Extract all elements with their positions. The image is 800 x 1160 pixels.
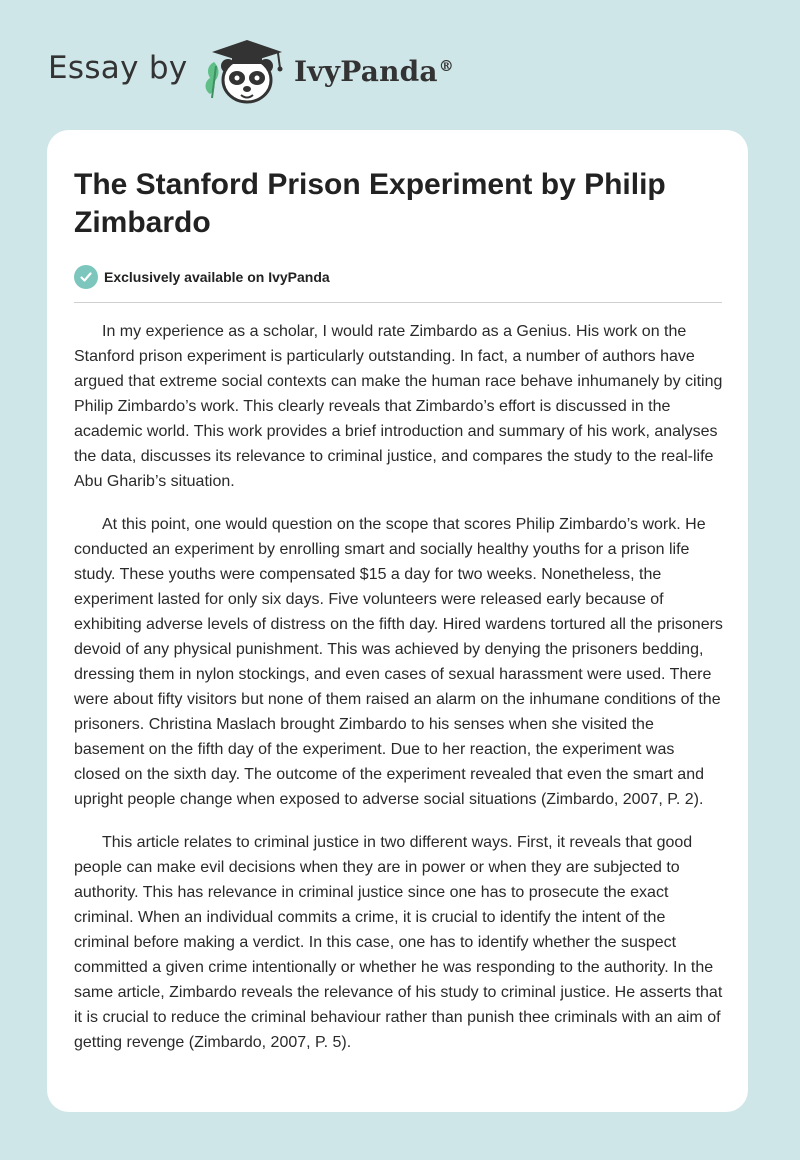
leaf-icon: [206, 62, 219, 98]
check-circle-icon: [74, 265, 98, 289]
panda-graduation-cap-icon: [200, 36, 292, 108]
exclusive-label: Exclusively available on IvyPanda: [104, 269, 330, 285]
paragraph: At this point, one would question on the scope that scores Philip Zimbardo’s work. He conducted an experiment by enrolling smart and socially healthy youths for a prison life study. These youths were compensated $15 a day for two weeks. Nonetheless, the experiment lasted for only six days. Five volunteers were released early because of exhibiting adverse levels of distress on the fifth day. Hired wardens tortured all the prisoners devoid of any physical punishment. This was achieved by denying the prisoners bedding, dressing them in nylon stockings, and even cases of sexual harassment were used. There were about fifty visitors but none of them raised an alarm on the inhumane conditions of the prisoners. Christina Maslach brought Zimbardo to his senses when she visited the basement on the fifth day of the experiment. Due to her reaction, the experiment was closed on the sixth day. The outcome of the experiment revealed that even the smart and upright people change when exposed to adverse social situations (Zimbardo, 2007, P. 2).: [74, 516, 723, 808]
site-header: [0, 0, 800, 120]
essay-by-label: Essay by: [48, 50, 188, 86]
registered-mark: ®: [438, 56, 454, 75]
panda-logo-icon[interactable]: [200, 36, 292, 108]
brand-text: IvyPanda: [294, 55, 438, 88]
article-card: [47, 130, 748, 1112]
article-title: The Stanford Prison Experiment by Philip Zimbardo: [74, 168, 666, 239]
exclusive-badge: [74, 264, 330, 290]
article-body: [74, 319, 724, 1073]
paragraph: In my experience as a scholar, I would rate Zimbardo as a Genius. His work on the Stanford prison experiment is particularly outstanding. In fact, a number of authors have argued that extreme social contexts can make the human race behave inhumanely by citing Philip Zimbardo’s work. This clearly reveals that Zimbardo’s effort is discussed in the academic world. This work provides a brief introduction and summary of his work, analyses the data, discusses its relevance to criminal justice, and compares the study to the real-life Abu Gharib’s situation.: [74, 323, 723, 490]
brand-name[interactable]: [294, 55, 454, 88]
divider: [74, 302, 722, 303]
paragraph: This article relates to criminal justice in two different ways. First, it reveals that good people can make evil decisions when they are in power or when they are subjected to authority. This has relevance in criminal justice since one has to prosecute the exact criminal. When an individual commits a crime, it is crucial to identify the intent of the criminal before making a verdict. In this case, one has to identify whether the suspect committed a given crime intentionally or whether he was responding to the authority. In the same article, Zimbardo reveals the relevance of his study to criminal justice. He asserts that it is crucial to reduce the criminal behaviour rather than punish thee criminals with an aim of getting revenge (Zimbardo, 2007, P. 5).: [74, 834, 723, 1051]
